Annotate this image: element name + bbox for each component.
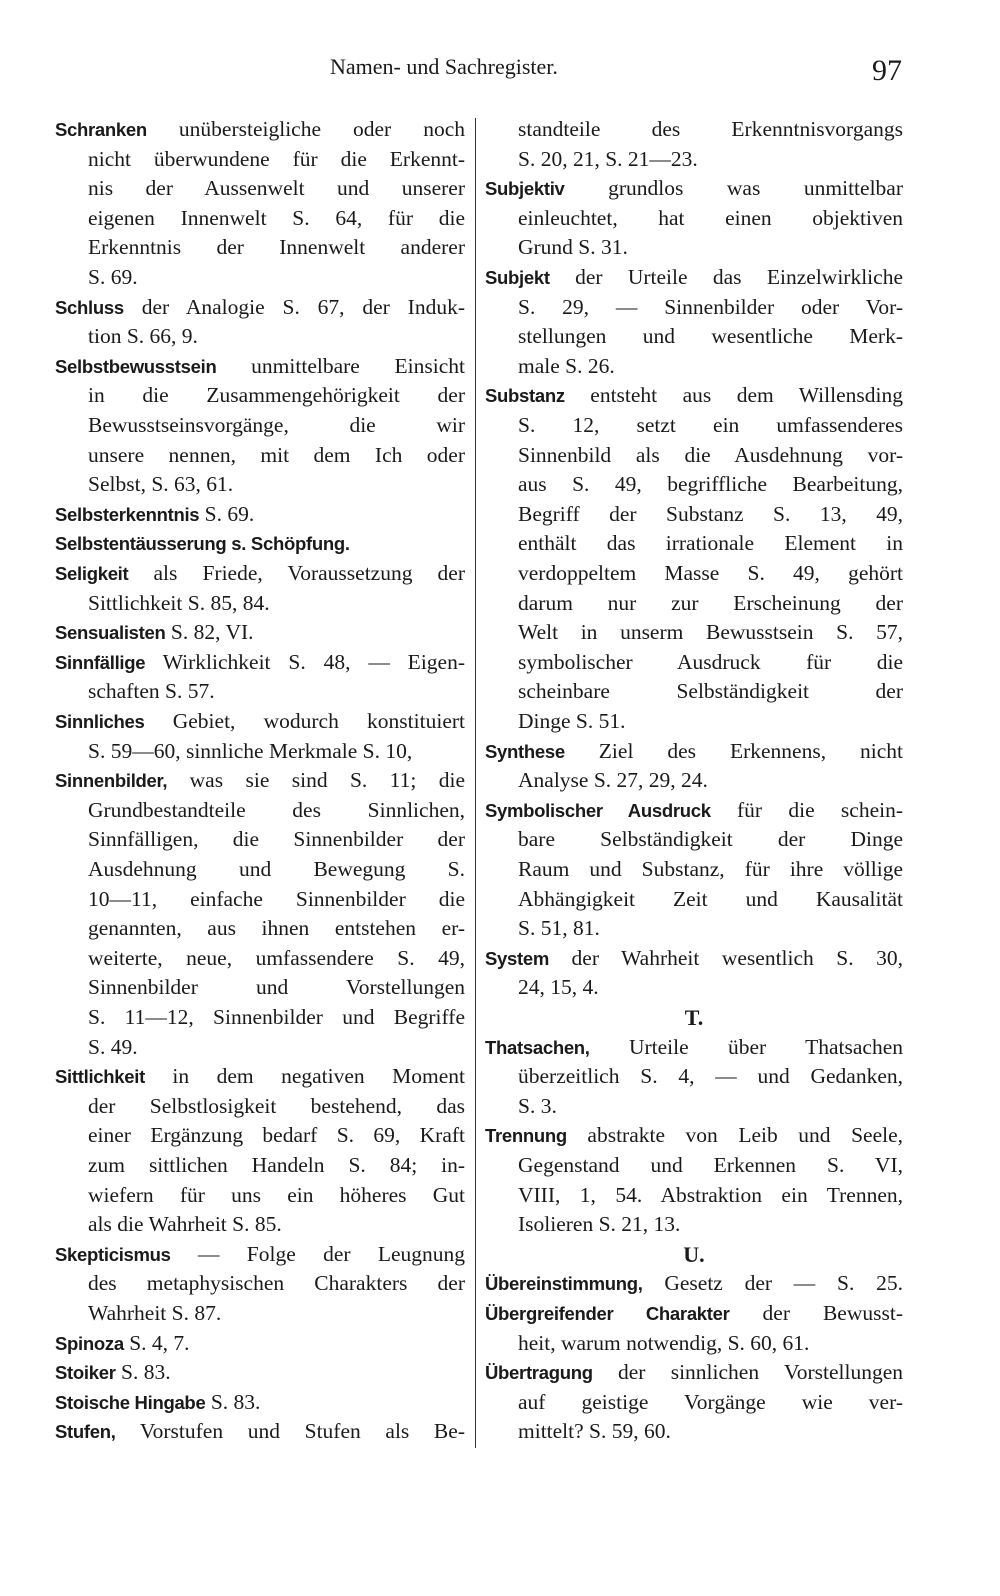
entry-text: schaften S. 57.: [88, 679, 215, 704]
entry-text: S. 20, 21, S. 21—23.: [518, 146, 698, 171]
entry-continuation: [518, 1151, 903, 1180]
entry-continuation: [88, 204, 465, 233]
entry-headword: Sinnenbilder,: [55, 770, 168, 792]
entry-continuation: [88, 1121, 465, 1150]
entry-continuation: [518, 233, 903, 262]
entry-text: überzeitlich S. 4, — und Gedanken,: [518, 1064, 903, 1089]
entry-text: S. 49.: [88, 1034, 138, 1059]
entry-text: als die Wahrheit S. 85.: [88, 1212, 282, 1237]
entry-text: Abhängigkeit Zeit und Kausalität: [518, 886, 903, 911]
entry-continuation: [518, 500, 903, 529]
entry-continuation: [518, 470, 903, 499]
entry-text: einer Ergänzung bedarf S. 69, Kraft: [88, 1123, 465, 1148]
entry-text: der Bewusst-: [762, 1301, 903, 1325]
entry-text: verdoppeltem Masse S. 49, gehört: [518, 561, 903, 585]
entry-text: der sinnlichen Vorstellungen: [617, 1360, 903, 1385]
entry-text: — Folge der Leugnung: [198, 1241, 465, 1266]
entry-text: Ausdehnung und Bewegung S.: [88, 857, 465, 881]
entry-text: der Urteile das Einzelwirkliche: [575, 265, 903, 289]
entry-text: Selbst, S. 63, 61.: [88, 472, 234, 497]
entry-continuation: [88, 1269, 465, 1298]
index-entry: [55, 1062, 465, 1091]
entry-headword: Seligkeit: [55, 563, 129, 584]
entry-text: weiterte, neue, umfassendere S. 49,: [88, 945, 465, 970]
entry-text: in die Zusammengehörigkeit der: [88, 383, 465, 408]
entry-headword: Sittlichkeit: [55, 1066, 145, 1088]
entry-text: Sittlichkeit S. 85, 84.: [88, 590, 270, 615]
entry-headword: Synthese: [485, 740, 565, 762]
entry-text: S. 12, setzt ein umfassenderes: [518, 413, 903, 437]
entry-text: abstrakte von Leib und Seele,: [587, 1123, 903, 1148]
entry-continuation: [88, 973, 465, 1002]
entry-continuation: [88, 1299, 465, 1328]
entry-continuation: [88, 855, 465, 884]
entry-text: Analyse S. 27, 29, 24.: [518, 768, 708, 793]
entry-text: enthält das irrationale Element in: [518, 531, 903, 556]
index-entry: [55, 559, 465, 588]
index-entry: [485, 381, 903, 410]
entry-continuation: [88, 381, 465, 410]
entry-text: Gegenstand und Erkennen S. VI,: [518, 1153, 903, 1177]
index-entry: [55, 1240, 465, 1269]
entry-text: mittelt? S. 59, 60.: [518, 1419, 671, 1444]
entry-text: S. 69.: [88, 265, 138, 289]
entry-text: als Friede, Voraussetzung der: [153, 561, 465, 585]
index-entry: [485, 1033, 903, 1062]
entry-continuation: [518, 441, 903, 470]
entry-continuation: [88, 737, 465, 766]
entry-continuation: [88, 914, 465, 943]
column-divider: [475, 118, 476, 1448]
entry-continuation: [518, 1329, 903, 1358]
entry-text: Sinnfälligen, die Sinnenbilder der: [88, 827, 465, 852]
index-entry: [55, 707, 465, 736]
entry-text: Wahrheit S. 87.: [88, 1301, 222, 1325]
entry-continuation: [518, 707, 903, 736]
index-entry: [485, 1358, 903, 1387]
entry-continuation: [518, 885, 903, 914]
entry-continuation: [88, 885, 465, 914]
entry-text: für die schein-: [737, 797, 903, 822]
entry-continuation: [88, 233, 465, 262]
entry-headword: Thatsachen,: [485, 1036, 590, 1058]
entry-text: Sinnenbild als die Ausdehnung vor-: [518, 442, 903, 467]
entry-text: Gebiet, wodurch konstituiert: [172, 709, 465, 733]
entry-text: 10—11, einfache Sinnenbilder die: [88, 886, 465, 911]
entry-continuation: [518, 1181, 903, 1210]
entry-text: Gesetz der — S. 25.: [664, 1271, 903, 1296]
entry-continuation: [518, 973, 903, 1002]
entry-text: tion S. 66, 9.: [88, 324, 198, 349]
entry-text: S. 29, — Sinnenbilder oder Vor-: [518, 294, 903, 319]
index-entry: [55, 352, 465, 381]
entry-continuation: [518, 204, 903, 233]
entry-text: standteile des Erkenntnisvorgangs: [518, 117, 903, 141]
entry-text: Begriff der Substanz S. 13, 49,: [518, 501, 903, 526]
entry-headword: Sinnliches: [55, 711, 145, 732]
entry-text: genannten, aus ihnen entstehen er-: [88, 916, 465, 941]
running-header: Namen- und Sachregister.: [330, 54, 558, 79]
entry-continuation: [518, 1417, 903, 1446]
entry-text: Grundbestandteile des Sinnlichen,: [88, 797, 465, 822]
entry-text: 24, 15, 4.: [518, 975, 599, 1000]
entry-headword: Substanz: [485, 385, 565, 407]
entry-continuation: [518, 529, 903, 558]
index-entry: [485, 944, 903, 973]
entry-text: S. 82, VI.: [170, 620, 254, 645]
entry-continuation: [518, 559, 903, 588]
index-entry: [485, 796, 903, 825]
entry-continuation: [518, 825, 903, 854]
entry-text: nis der Aussenwelt und unserer: [88, 176, 465, 201]
entry-text: Isolieren S. 21, 13.: [518, 1212, 681, 1237]
entry-continuation: [88, 174, 465, 203]
entry-text: Erkenntnis der Innenwelt anderer: [88, 235, 465, 260]
entry-headword: Sinnfällige: [55, 651, 146, 673]
entry-headword: Stufen,: [55, 1421, 116, 1443]
index-entry: [485, 1299, 903, 1328]
entry-text: entsteht aus dem Willensding: [590, 383, 903, 408]
entry-continuation: [518, 618, 903, 647]
index-entry: [55, 1358, 465, 1387]
entry-continuation: [518, 115, 903, 144]
entry-text: wiefern für uns ein höheres Gut: [88, 1182, 465, 1207]
entry-text: S. 83.: [210, 1389, 261, 1414]
index-entry: [485, 1121, 903, 1150]
entry-continuation: [518, 352, 903, 381]
entry-headword: System: [485, 947, 550, 969]
entry-text: zum sittlichen Handeln S. 84; in-: [88, 1153, 465, 1177]
entry-text: auf geistige Vorgänge wie ver-: [518, 1389, 903, 1414]
entry-text: VIII, 1, 54. Abstraktion ein Trennen,: [518, 1182, 903, 1207]
entry-continuation: [518, 145, 903, 174]
entry-continuation: [88, 825, 465, 854]
section-letter: T.: [684, 1005, 704, 1030]
entry-continuation: [518, 648, 903, 677]
entry-headword: Subjekt: [485, 267, 550, 288]
entry-continuation: [518, 1210, 903, 1239]
entry-continuation: [518, 855, 903, 884]
entry-headword: Übergreifender Charakter: [485, 1303, 730, 1324]
entry-text: bare Selbständigkeit der Dinge: [518, 827, 903, 852]
entry-text: der Selbstlosigkeit bestehend, das: [88, 1093, 465, 1118]
entry-text: unmittelbare Einsicht: [251, 353, 465, 378]
entry-text: male S. 26.: [518, 353, 615, 378]
entry-headword: Stoische Hingabe: [55, 1391, 206, 1413]
entry-text: nicht überwundene für die Erkennt-: [88, 146, 465, 171]
section-letter: U.: [683, 1241, 705, 1267]
entry-text: S. 83.: [121, 1360, 171, 1385]
entry-text: unübersteigliche oder noch: [178, 117, 465, 141]
entry-continuation: [518, 411, 903, 440]
entry-headword: Trennung: [485, 1125, 567, 1147]
page-number: 97: [872, 54, 902, 87]
entry-headword: Schranken: [55, 119, 147, 140]
entry-continuation: [88, 1151, 465, 1180]
entry-text: S. 51, 81.: [518, 916, 600, 941]
entry-text: in dem negativen Moment: [172, 1064, 465, 1089]
entry-text: Raum und Substanz, für ihre völlige: [518, 857, 903, 881]
entry-text: darum nur zur Erscheinung der: [518, 590, 903, 615]
entry-text: Wirklichkeit S. 48, — Eigen-: [162, 649, 465, 674]
index-entry: [55, 115, 465, 144]
entry-headword: Spinoza: [55, 1332, 124, 1354]
entry-continuation: [88, 1003, 465, 1032]
entry-text: des metaphysischen Charakters der: [88, 1271, 465, 1296]
entry-continuation: [88, 263, 465, 292]
entry-text: grundlos was unmittelbar: [608, 176, 903, 201]
entry-text: S. 3.: [518, 1093, 557, 1118]
entry-continuation: [88, 1210, 465, 1239]
entry-text: Sinnenbilder und Vorstellungen: [88, 975, 465, 1000]
entry-continuation: [518, 589, 903, 618]
entry-text: was sie sind S. 11; die: [189, 768, 465, 793]
entry-text: aus S. 49, begriffliche Bearbeitung,: [518, 472, 903, 497]
entry-continuation: [88, 1181, 465, 1210]
entry-headword: Schluss: [55, 296, 124, 318]
entry-headword: Skepticismus: [55, 1243, 171, 1265]
entry-continuation: [88, 145, 465, 174]
index-entry: [55, 1329, 465, 1358]
entry-continuation: [88, 322, 465, 351]
entry-continuation: [88, 1092, 465, 1121]
entry-text: Ziel des Erkennens, nicht: [598, 738, 903, 763]
index-entry: [55, 766, 465, 795]
entry-continuation: [518, 677, 903, 706]
entry-continuation: [518, 766, 903, 795]
entry-continuation: [518, 1062, 903, 1091]
entry-headword: Selbsterkenntnis: [55, 503, 200, 525]
entry-text: Urteile über Thatsachen: [628, 1034, 903, 1059]
entry-continuation: [518, 1092, 903, 1121]
entry-continuation: [88, 441, 465, 470]
entry-text: S. 59—60, sinnliche Merkmale S. 10,: [88, 738, 413, 763]
index-entry: [55, 500, 465, 529]
entry-text: Welt in unserm Bewusstsein S. 57,: [518, 620, 903, 645]
index-entry: [55, 1388, 465, 1417]
entry-text: unsere nennen, mit dem Ich oder: [88, 442, 465, 467]
entry-continuation: [518, 322, 903, 351]
entry-headword: Symbolischer Ausdruck: [485, 799, 711, 821]
entry-continuation: [518, 1388, 903, 1417]
entry-headword: Übertragung: [485, 1362, 593, 1384]
entry-text: der Wahrheit wesentlich S. 30,: [571, 945, 903, 970]
index-entry: [55, 293, 465, 322]
entry-headword: Stoiker: [55, 1362, 116, 1384]
entry-headword: Subjektiv: [485, 178, 565, 200]
index-entry: [55, 648, 465, 677]
index-entry: [485, 263, 903, 292]
entry-text: eigenen Innenwelt S. 64, für die: [88, 205, 465, 230]
entry-text: scheinbare Selbständigkeit der: [518, 679, 903, 704]
entry-continuation: [88, 796, 465, 825]
entry-headword: Übereinstimmung,: [485, 1273, 643, 1295]
entry-text: S. 4, 7.: [129, 1330, 190, 1355]
entry-text: S. 69.: [204, 501, 255, 526]
index-entry: [55, 529, 465, 558]
entry-text: symbolischer Ausdruck für die: [518, 649, 903, 674]
entry-headword: Selbstbewusstsein: [55, 355, 217, 377]
entry-text: S. 11—12, Sinnenbilder und Begriffe: [88, 1005, 465, 1029]
index-entry: [485, 737, 903, 766]
entry-text: Bewusstseinsvorgänge, die wir: [88, 413, 465, 437]
entry-text: Dinge S. 51.: [518, 709, 626, 733]
entry-headword: Selbstentäusserung s. Schöpfung.: [55, 533, 350, 555]
entry-text: der Analogie S. 67, der Induk-: [141, 294, 465, 319]
entry-continuation: [88, 470, 465, 499]
index-entry: [485, 174, 903, 203]
entry-text: Grund S. 31.: [518, 235, 628, 260]
entry-text: Vorstufen und Stufen als Be-: [139, 1419, 465, 1444]
entry-continuation: [518, 914, 903, 943]
index-entry: [485, 1269, 903, 1298]
entry-text: heit, warum notwendig, S. 60, 61.: [518, 1330, 810, 1355]
entry-continuation: [88, 589, 465, 618]
entry-continuation: [518, 293, 903, 322]
entry-continuation: [88, 677, 465, 706]
entry-text: stellungen und wesentliche Merk-: [518, 324, 903, 349]
entry-continuation: [88, 944, 465, 973]
index-entry: [55, 1417, 465, 1446]
entry-text: einleuchtet, hat einen objektiven: [518, 205, 903, 230]
index-entry: [55, 618, 465, 647]
entry-continuation: [88, 1033, 465, 1062]
entry-headword: Sensualisten: [55, 622, 166, 644]
entry-continuation: [88, 411, 465, 440]
